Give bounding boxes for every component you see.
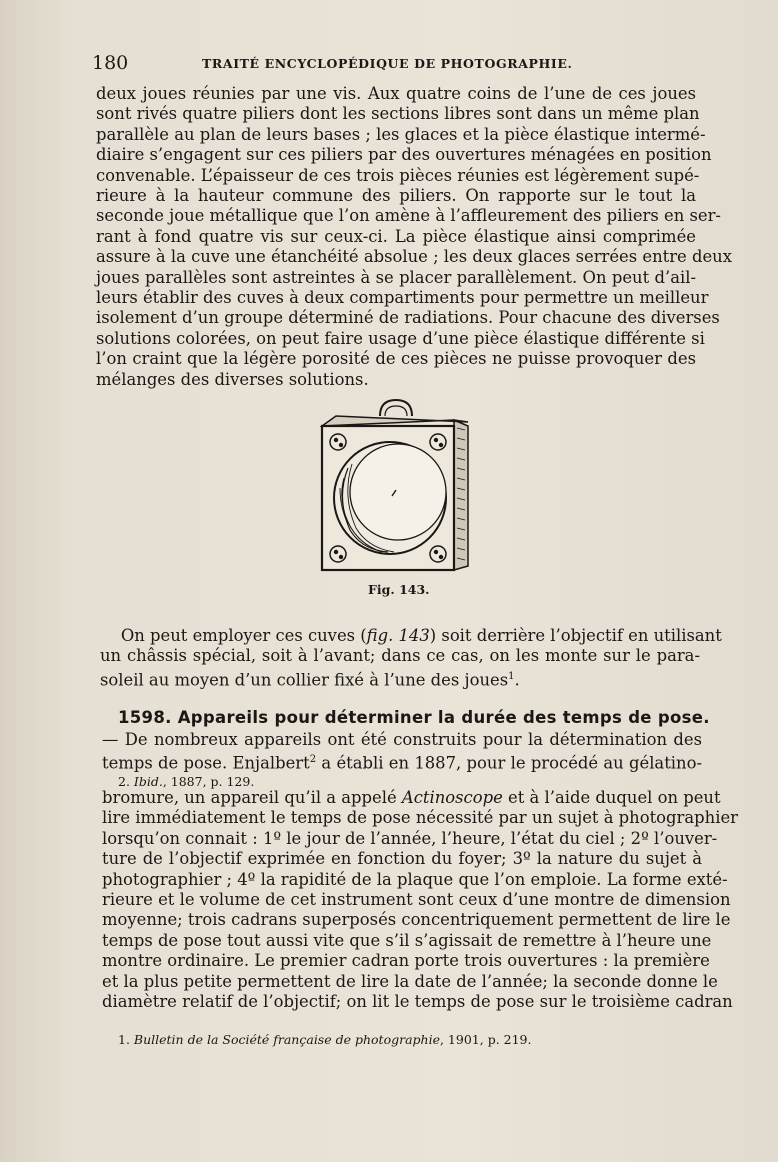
text-line: ture de l’objectif exprimée en fonction du foyer; 3º la nature du sujet à: [102, 849, 702, 869]
figure-143-cuve-illustration: [318, 398, 474, 576]
figure-reference: fig. 143: [366, 626, 430, 645]
text-line: joues parallèles sont astreintes à se placer parallèlement. On peut d’ail-: [96, 267, 696, 287]
text-line: sont rivés quatre piliers dont les sections libres sont dans un même plan: [96, 104, 700, 124]
text-line: — De nombreux appareils ont été construits pour la détermination des: [102, 730, 702, 749]
paragraph-emploi-cuves: [100, 626, 722, 691]
text-line: temps de pose. Enjalbert$^2$ a établi en 1887, pour le procédé au gélatino-: [102, 753, 702, 773]
text-line: rant à fond quatre vis sur ceux-ci. La pièce élastique ainsi comprimée: [96, 226, 696, 246]
text-line: lorsqu’on connait : 1º le jour de l’année, l’heure, l’état du ciel ; 2º l’ouver-: [102, 828, 718, 848]
text-line: diaire s’engagent sur ces piliers par des ouvertures ménagées en position: [96, 145, 712, 165]
text-line: rieure et le volume de cet instrument sont ceux d’une montre de dimension: [102, 890, 731, 910]
inline-footnote-2: 2. Ibid., 1887, p. 129.: [118, 774, 255, 789]
text-line: temps de pose tout aussi vite que s’il s’agissait de remettre à l’heure une: [102, 930, 712, 950]
footnote-title: Bulletin de la Société française de photographie: [133, 1032, 440, 1047]
running-title: TRAITÉ ENCYCLOPÉDIQUE DE PHOTOGRAPHIE.: [202, 56, 573, 71]
footnote-1: 1. Bulletin de la Société française de photographie, 1901, p. 219.: [118, 1032, 532, 1047]
page-header: [92, 52, 692, 82]
text-line: diamètre relatif de l’objectif; on lit le temps de pose sur le troisième cadran: [102, 992, 733, 1012]
footnote-marker: 2: [309, 754, 317, 766]
page-number: 180: [92, 52, 129, 74]
paragraph-section-intro: [102, 730, 702, 774]
paragraph-actinoscope: [102, 788, 738, 1012]
figure-caption: Fig. 143.: [368, 582, 430, 597]
text-line: isolement d’un groupe déterminé de radiations. Pour chacune des diverses: [96, 308, 720, 328]
text-line: parallèle au plan de leurs bases ; les glaces et la pièce élastique intermé-: [96, 124, 706, 144]
term-actinoscope: Actinoscope: [401, 788, 503, 807]
paragraph-cuves: [96, 84, 732, 390]
text-line: l’on craint que la légère porosité de ces pièces ne puisse provoquer des: [96, 349, 696, 369]
text-line: lire immédiatement le temps de pose nécessité par un sujet à photographier: [102, 808, 738, 828]
text-line: photographier ; 4º la rapidité de la plaque que l’on emploie. La forme exté-: [102, 869, 728, 889]
text-line: seconde joue métallique que l’on amène à l’affleurement des piliers en ser-: [96, 206, 721, 226]
text-line: convenable. L’épaisseur de ces trois pièces réunies est légèrement supé-: [96, 165, 700, 185]
text-line: rieure à la hauteur commune des piliers. On rapporte sur le tout la: [96, 186, 696, 206]
text-line: deux joues réunies par une vis. Aux quatre coins de l’une de ces joues: [96, 84, 696, 103]
text-line: et la plus petite permettent de lire la date de l’année; la seconde donne le: [102, 971, 718, 991]
footnote-marker: 1: [508, 670, 515, 682]
text-line: montre ordinaire. Le premier cadran porte trois ouvertures : la première: [102, 951, 710, 971]
text-line: On peut employer ces cuves (fig. 143) soit derrière l’objectif en utilisant: [120, 626, 722, 645]
section-heading-1598: 1598. Appareils pour déterminer la durée des temps de pose.: [118, 708, 710, 727]
text-line: assure à la cuve une étanchéité absolue ; les deux glaces serrées entre deux: [96, 247, 732, 267]
text-line: un châssis spécial, soit à l’avant; dans ce cas, on les monte sur le para-: [100, 646, 700, 666]
text-line: bromure, un appareil qu’il a appelé Actinoscope et à l’aide duquel on peut: [102, 788, 721, 807]
text-line: mélanges des diverses solutions.: [96, 369, 369, 389]
text-line: solutions colorées, on peut faire usage d’une pièce élastique différente si: [96, 328, 705, 348]
text-line: soleil au moyen d’un collier fixé à l’une des joues$^1$.: [100, 670, 520, 690]
text-line: leurs établir des cuves à deux compartiments pour permettre un meilleur: [96, 288, 709, 308]
text-line: moyenne; trois cadrans superposés concentriquement permettent de lire le: [102, 910, 731, 930]
